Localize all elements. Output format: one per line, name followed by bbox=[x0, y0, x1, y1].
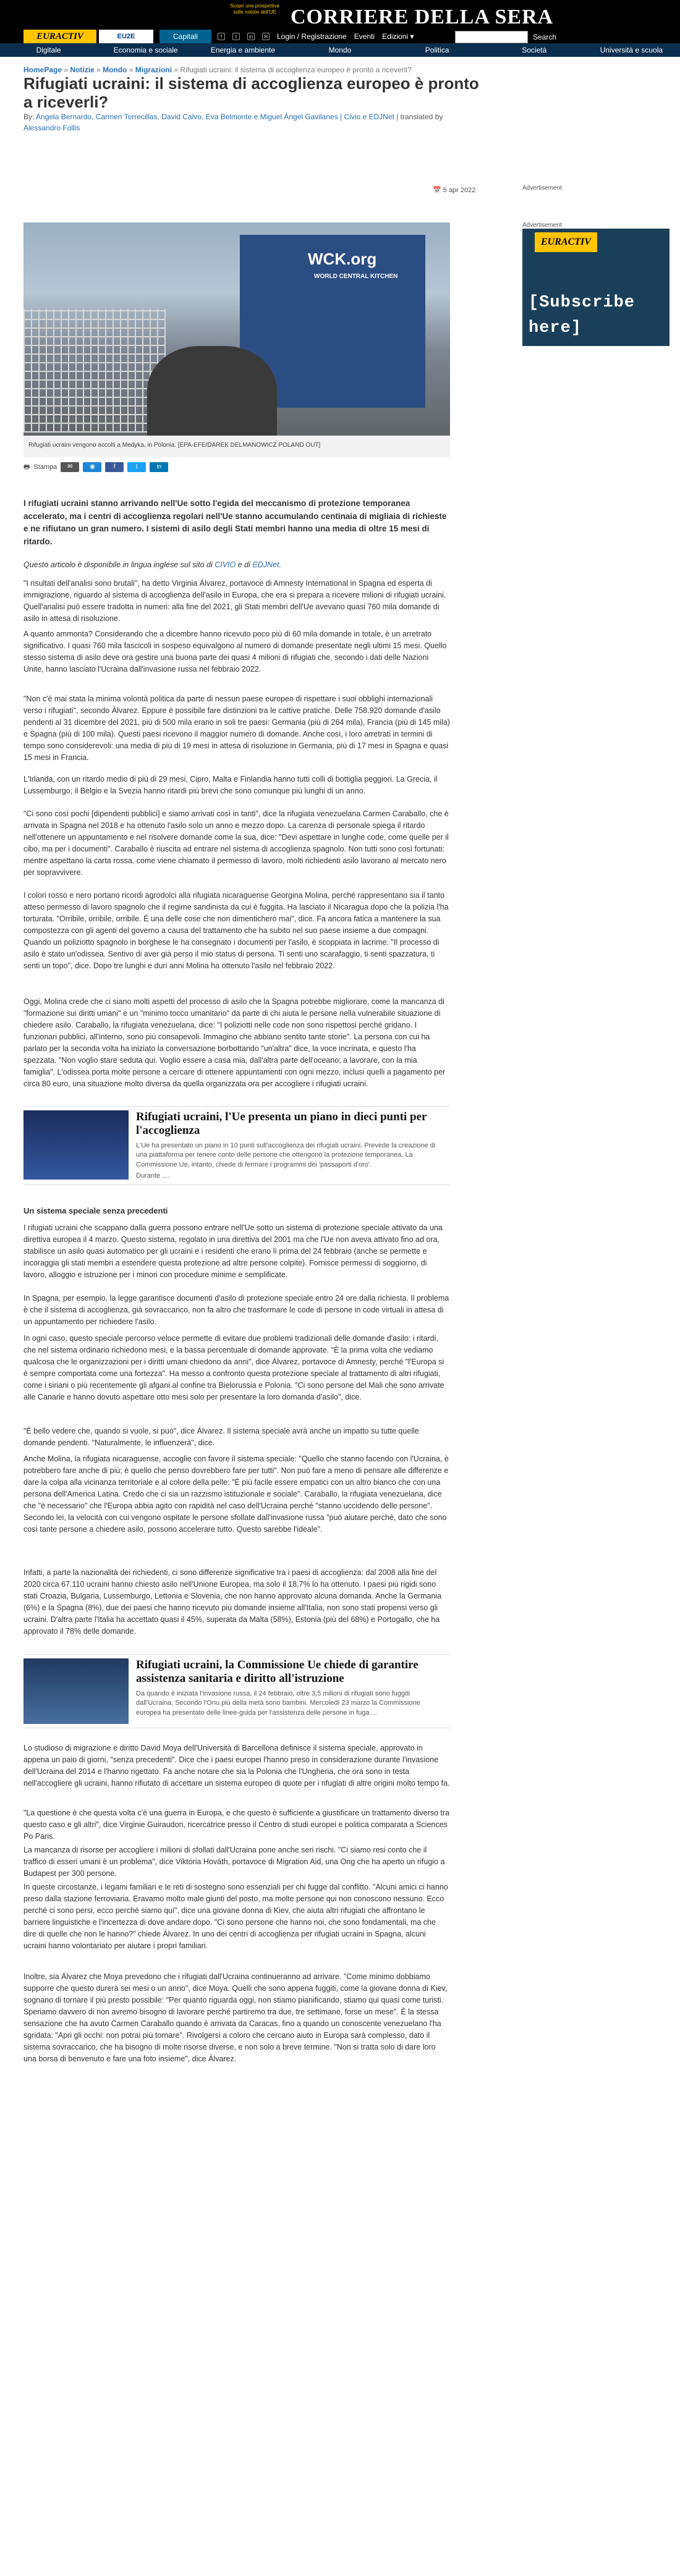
breadcrumb-mondo[interactable]: Mondo bbox=[103, 65, 127, 74]
ad-label-2: Advertisement bbox=[522, 222, 562, 229]
paragraph: A quanto ammonta? Considerando che a dicembre hanno ricevuto poco più di 60 mila domande in totale, è un arretrato significativo. I quasi 760 mila fascicoli in sospeso equivalgono al numero di domande presentate negli ultimi 15 mesi. Quello stesso sistema di asilo deve ora gestire una buona parte dei quasi 4 milioni di rifugiati che, secondo i dati delle Nazioni Unite, hanno lasciato l'Ucraina dall'invasione russa nel febbraio 2022. bbox=[23, 630, 447, 674]
hero-fence bbox=[23, 309, 166, 433]
top-bar bbox=[0, 0, 680, 43]
breadcrumb-current: Rifugiati ucraini: il sistema di accoglienza europeo è pronto a riceverli? bbox=[180, 65, 412, 74]
nav-item-digitale[interactable]: Digitale bbox=[36, 46, 61, 54]
breadcrumb-notizie[interactable]: Notizie bbox=[70, 65, 95, 74]
facebook-share-button[interactable]: f bbox=[105, 462, 124, 472]
paragraph: Lo studioso di migrazione e diritto David Moya dell'Università di Barcellona definisce il sistema speciale, approvato in appena un paio di giorni, "senza precedenti". Dice che i paesi europei l'hanno preso in considerazione durante l'invasione dell'Ucraina del 2014 e l'hanno rigettato. Fa anche notare che sia la Polonia che l'Ungheria, che ora sono in testa nell'accogliere gli ucraini, hanno rifiutato di accettare un sistema europeo di quote per i rifugiati di altre origini molto tempo fa. bbox=[23, 1744, 450, 1788]
email-icon[interactable]: ✉ bbox=[262, 33, 270, 40]
related-summary: Da quando è iniziata l'invasione russa, il 24 febbraio, oltre 3,5 milioni di rifugiati sono fuggiti dall'Ucraina. Secondo l'Onu più della metà sono bambini. Mercoledì 23 marzo la Commissione europea ha presentato delle linee-guida per l'assistenza delle persone in fuga ... bbox=[136, 1690, 420, 1717]
paragraph: Infatti, a parte la nazionalità dei richiedenti, ci sono differenze significative tra i paesi di accoglienza: dal 2008 alla fine del 2020 circa 67.110 ucraini hanno chiesto asilo nell'Unione Europea, ma solo il 18,7% lo ha ottenuto. I paesi più rigidi sono stati Croazia, Bulgaria, Lussemburgo, Lettonia e Slovenia, che non hanno approvato alcuna domanda. Anche la Germania (6%) e la Spagna (8%), due dei paesi che hanno ricevuto più domande insieme all'Italia, non sono stati propensi verso gli ucraini. D'altra parte l'Italia ha accettato quasi il 45%, superata da Malta (58%), Estonia (più del 68%) e Portogallo, che ha approvato il 78% delle domande. bbox=[23, 1568, 442, 1636]
article-date: 📅 5 apr 2022 bbox=[433, 187, 476, 194]
email-share-button[interactable]: ✉ bbox=[61, 462, 79, 472]
translated-by: translated by bbox=[400, 112, 443, 121]
corriere-logo[interactable]: CORRIERE DELLA SERA bbox=[291, 6, 554, 28]
hero-caption: Rifugiati ucraini vengono accolti a Medyka, in Polonia. [EPA-EFE/DAREK DELMANOWICZ POLAND OUT] bbox=[23, 436, 450, 457]
breadcrumb-migrazioni[interactable]: Migrazioni bbox=[135, 65, 172, 74]
capitali-link[interactable]: Capitali bbox=[159, 30, 211, 43]
nav-item-politica[interactable]: Politica bbox=[425, 46, 449, 54]
article-lead: I rifugiati ucraini stanno arrivando nell'Ue sotto l'egida del meccanismo di protezione temporanea accelerato, ma i centri di accoglienza regolari nell'Ue stanno accumulando centinaia di migliaia di richieste e ne rifiutano un gran numero. I sistemi di asilo degli Stati membri hanno una media di oltre 15 mesi di ritardo. bbox=[23, 499, 447, 546]
linkedin-icon[interactable]: in bbox=[247, 33, 255, 40]
nav-item-energia[interactable]: Energia e ambiente bbox=[210, 46, 275, 54]
related-title[interactable]: Rifugiati ucraini, la Commissione Ue chiede di garantire assistenza sanitaria e diritto all'istruzione bbox=[136, 1658, 419, 1685]
paragraph: La mancanza di risorse per accogliere i milioni di sfollati dall'Ucraina pone anche seri rischi. "Ci siamo resi conto che il traffico di esseri umani è un problema", dice Viktória Hováth, portavoce di Migration Aid, una Ong che ha aperto un rifugio a Budapest per 300 persone. bbox=[23, 1846, 445, 1878]
related-thumbnail[interactable] bbox=[23, 1658, 129, 1724]
related-title[interactable]: Rifugiati ucraini, l'Ue presenta un piano in dieci punti per l'accoglienza bbox=[136, 1110, 427, 1137]
article-authors: By: Angela Bernardo, Carmen Torrecillas, David Calvo, Eva Belmonte e Miguel Ángel Gavilanes | Civio e EDJNet | translated by Alessandro Follis bbox=[23, 112, 443, 132]
related-more[interactable]: Durante .... bbox=[136, 1172, 170, 1180]
paragraph: L'Irlanda, con un ritardo medio di più di 29 mesi, Cipro, Malta e Finlandia hanno tutti colli di bottiglia peggiori. La Grecia, il Lussemburgo, il Belgio e la Svezia hanno ritardi più brevi che sono comunque più lunghi di un anno. bbox=[23, 775, 438, 795]
availability-note: Questo articolo è disponibile in lingua inglese sul sito di CIVIO e di EDJNet. bbox=[23, 560, 281, 569]
facebook-icon[interactable]: f bbox=[218, 33, 225, 40]
related-article[interactable] bbox=[23, 1106, 450, 1185]
linkedin-share-button[interactable]: in bbox=[150, 462, 168, 472]
edjnet-link[interactable]: EDJNet bbox=[252, 560, 279, 569]
paragraph: "La questione è che questa volta c'è una guerra in Europa, e che questo è sufficiente a giustificare un trattamento diverso tra questo caso e gli altri", dice Virginie Guiraudon, ricercatrice presso il Centro di studi europei e politica comparata a Sciences Po Paris. bbox=[23, 1809, 449, 1841]
hero-tent-text: WCK.org bbox=[308, 250, 377, 268]
page-title: Rifugiati ucraini: il sistema di accoglienza europeo è pronto a riceverli? bbox=[23, 74, 479, 111]
paragraph: "I risultati dell'analisi sono brutali", ha detto Virginia Álvarez, portavoce di Amnesty International in Spagna ed esperta di immigrazione, riguardo al sistema di accoglienza dell'asilo in Europa, che era si prepara a ricevere milioni di rifugiati ucraini. Quell'analisi può essere tradotta in numeri: alla fine del 2021, gli Stati membri dell'Ue avevano quasi 760 mila domande di asilo in attesa di risoluzione. bbox=[23, 579, 446, 623]
ad-subscribe-text: [Subscribe here] bbox=[529, 293, 635, 337]
breadcrumb-home[interactable]: HomePage bbox=[23, 65, 62, 74]
paragraph: "È bello vedere che, quando si vuole, si può", dice Álvarez. Il sistema speciale avrà anche un impatto su tutte quelle domande pendenti. "Naturalmente, le influenzerà", dice. bbox=[23, 1427, 419, 1447]
nav-item-mondo[interactable]: Mondo bbox=[328, 46, 352, 54]
related-summary: L'Ue ha presentato un piano in 10 punti sull'accoglienza dei rifugiati ucraini. Prevede la creazione di una piattaforma per tenere conto delle persone che ottengono la protezione temporanea. La Commissione Ue, intanto, chiede di fermare i programmi dei 'passaporti d'oro'. bbox=[136, 1142, 436, 1168]
paragraph: In queste circostanze, i legami familiari e le reti di sostegno sono essenziali per chi fugge dal conflitto. "Alcuni amici ci hanno preso dalla stazione ferroviaria. Eravamo molto male giunti del posto, ma molte persone qui non conoscono nessuno. Ecco perché ci sono persi, ecco perché siamo qui", dice una giovane donna di Kiev, che aiuta altri rifugiati che affrontano le barriere linguistiche e l'incertezza di dove andare dopo. "Ci sono persone che hanno noi, che sono fondamentali, ma che dire di quelle che non le hanno?" chiede Álvarez. In uno dei centri di accoglienza per rifugiati ucraini in Spagna, alcuni ucraini hanno volontariato per aiutare i propri familiari. bbox=[23, 1883, 448, 1950]
hero-image bbox=[23, 222, 450, 457]
civio-link[interactable]: CIVIO bbox=[215, 560, 236, 569]
paragraph: Oggi, Molina crede che ci siano molti aspetti del processo di asilo che la Spagna potrebbe migliorare, come la mancanza di "formazione sui diritti umani" e un "minimo tocco umanitario" da parte di chi aiuta le persone nella vulnerabile situazione di chiedere asilo. Caraballo, la rifugiata venezuelana, dice: "I poliziotti nelle code non sono rispettosi perché gridano. I funzionari pubblici, all'interno, sono più consapevoli. Immagino che abbiano sentito tante storie". La persona con cui ha parlato per la seconda volta ha iniziato la conversazione borbottando "un'altra" dice, la voce incrinata, e questo l'ha spezzata. "Non voglio stare seduta qui. Voglio essere a casa mia, dall'altra parte dell'oceano; a lavorare, con la mia famiglia". L'odissea porta molte persone a cercare di ottenere appuntamenti con ogni mezzo, inclusi quelli a pagamento per circa 80 euro, una situazione molto diversa da quella organizzata ora per accogliere i rifugiati ucraini. bbox=[23, 997, 446, 1088]
section-heading: Un sistema speciale senza precedenti bbox=[23, 1206, 168, 1215]
promo-text[interactable]: Scopri una prospettiva sulle notizie dell'UE bbox=[230, 3, 279, 15]
print-icon[interactable]: 🖶 bbox=[23, 463, 30, 471]
related-thumbnail[interactable] bbox=[23, 1110, 129, 1180]
ad-label-1: Advertisement bbox=[522, 185, 562, 192]
nav-item-societa[interactable]: Società bbox=[522, 46, 547, 54]
paragraph: Anche Molina, la rifugiata nicaraguense, accoglie con favore il sistema speciale: "Quello che stanno facendo con l'Ucraina, è potrebbero fare anche di più; è quello che penso dovrebbero fare per tutti". Non può fare a meno di pensare alle differenze e dare la colpa alla vicinanza territoriale e al colore della pelle: "È più facile essere empatici con un altro bianco che con una persona dell'America Latina. Credo che ci sia un razzismo istituzionale e sociale". Caraballo, la rifugiata venezuelana, dice che "è necessario" che l'Europa abbia agito con rapidità nel caso dell'Ucraina perché "stanno uccidendo delle persone". Secondo lei, la velocità con cui vengono ospitate le persone sfollate dall'invasione russa "può aiutare perché, dato che sono così tante persone a chiedere asilo, possono accelerare tutto. Questo sarebbe l'ideale". bbox=[23, 1455, 449, 1534]
messenger-share-button[interactable]: ◉ bbox=[83, 462, 101, 472]
paragraph: I rifugiati ucraini che scappano dalla guerra possono entrare nell'Ue sotto un sistema di protezione speciale attivato da una direttiva europea il 4 marzo. Questo sistema, regolato in una direttiva del 2001 ma che l'Ue non aveva attivato fino ad ora, stabilisce un asilo quasi automatico per gli ucraini e i residenti che erano lì prima del 24 febbraio (anche se permette e incoraggia gli stati membri a estendere questa protezione ad altre persone colpite). Fornisce permessi di soggiorno, di lavoro, alloggio e istruzione per i minori con procedure minime e semplificate. bbox=[23, 1223, 443, 1279]
twitter-icon[interactable]: t bbox=[232, 33, 240, 40]
calendar-icon: 📅 bbox=[433, 187, 441, 194]
paragraph: Inoltre, sia Álvarez che Moya prevedono che i rifugiati dall'Ucraina continueranno ad arrivare. "Come minimo dobbiamo supporre che questo durerà sei mesi o un anno", dice Moya. Quelli che sono appena fuggiti, come la giovane donna di Kiev, sognano di tornare il più presto possibile: "Per quanto riguarda oggi, non stiamo pianificando, stiamo qui quasi come turisti. Speriamo davvero di non avremo bisogno di lavorare perché partiremo tra due, tre settimane, forse un mese". È la stessa sensazione che ha avuto Carmen Caraballo quando è arrivata da Caracas, fino a quando un conoscente venezuelano l'ha sgridata: "Apri gli occhi: non potrai più tornare". Rivolgersi a coloro che cercano aiuto in Europa sarà complesso, dato il sistema sovraccarico, che ha bisogno di molte risorse diverse, e non solo a breve termine. "Non si tratta solo di dare loro una borsa di benvenuto e fare una foto insieme", dice Álvarez. bbox=[23, 1972, 448, 2063]
eventi-link[interactable]: Eventi bbox=[354, 32, 375, 41]
paragraph: In Spagna, per esempio, la legge garantisce documenti d'asilo di protezione speciale entro 24 ore dalla richiesta. Il problema è che il sistema di accoglienza, già sovraccarico, non fa altro che trasformare le code di persone in code virtuali in attesa di un appuntamento per richiedere l'asilo. bbox=[23, 1294, 449, 1326]
breadcrumb: HomePage » Notizie » Mondo » Migrazioni » Rifugiati ucraini: il sistema di accoglienza europeo è pronto a riceverli? bbox=[23, 65, 412, 74]
euractiv-logo[interactable]: EURACTIV bbox=[23, 30, 96, 43]
search-input[interactable] bbox=[455, 31, 528, 43]
subscribe-ad[interactable] bbox=[522, 229, 669, 346]
paragraph: I colori rosso e nero portano ricordi agrodolci alla rifugiata nicaraguense Georgina Molina, perché rappresentano sia il tanto atteso permesso di lavoro spagnolo che il regime sandinista da cui è fuggita. Ha lasciato il Nicaragua dopo che la polizia l'ha torturata. "Orribile, orribile, orribile. È una delle cose che non dimenticherò mai", dice. Fa ancora fatica a mantenere la sua compostezza con gli agenti del governo a causa del trattamento che ha subito nel suo paese insieme a due compagni. Quando un poliziotto spagnolo in borghese le ha consegnato i documenti per l'asilo, è scoppiata in lacrime. "Il processo di asilo è stato un'odissea. Sentivo di aver già perso il mio status di persona. Ti senti uno scarafaggio, ti senti spazzatura, ti senti un topo", dice. Dopo tre lunghi e duri anni Molina ha ottenuto l'asilo nel febbraio 2022. bbox=[23, 891, 449, 970]
eu2e-logo[interactable]: EU2E bbox=[99, 30, 153, 43]
paragraph: In ogni caso, questo speciale percorso veloce permette di evitare due problemi tradizionali delle domande d'asilo: i ritardi, che nel sistema ordinario richiedono mesi, e la bassa percentuale di domande approvate. "È la prima volta che vediamo qualcosa che le organizzazioni per i diritti umani chiedono da anni", dice Álvarez, portavoce di Amnesty, perché "l'Europa si è sempre comportata come una fortezza". Ha messo a confronto questa protezione speciale al trattamento di altri rifugiati, come i siriani o più recentemente gli afgani al confine tra Bielorussia e Polonia. "Ci sono persone del Mali che sono arrivate alle Canarie e hanno dovuto aspettare otto mesi solo per presentare la loro domanda d'asilo", dice. bbox=[23, 1334, 444, 1401]
nav-item-universita[interactable]: Università e scuola bbox=[600, 46, 663, 54]
print-link[interactable]: Stampa bbox=[33, 463, 57, 471]
nav-item-economia[interactable]: Economia e sociale bbox=[113, 46, 178, 54]
ad-brand-logo: EURACTIV bbox=[535, 232, 597, 252]
hero-tent-subtext: WORLD CENTRAL KITCHEN bbox=[314, 273, 398, 280]
main-nav bbox=[0, 43, 680, 57]
author-names[interactable]: Angela Bernardo, Carmen Torrecillas, David Calvo, Eva Belmonte e Miguel Ángel Gavilanes | Civio e EDJNet | bbox=[36, 112, 399, 121]
edizioni-dropdown[interactable]: Edizioni ▾ bbox=[382, 32, 414, 41]
paragraph: "Ci sono così pochi [dipendenti pubblici] e siamo arrivati così in tanti", dice la rifugiata venezuelana Carmen Caraballo, che è arrivata in Spagna nel 2018 e ha ottenuto l'asilo solo un anno e mezzo dopo. La carenza di personale spiega il ritardo nell'ottenere un appuntamento e nel risolvere domande come la sua, dice: "Devi aspettare in lunghe code, come quelle per il cibo, ma per i documenti". Caraballo è riuscita ad entrare nel sistema di accoglienza spagnolo. Non tutti sono così fortunati: mentre aspettano la carta rossa, come viene chiamato il permesso di lavoro, molti richiedenti asilo lavorano al mercato nero per sopravvivere. bbox=[23, 809, 449, 877]
search-button[interactable]: Search bbox=[533, 33, 557, 41]
paragraph: "Non c'è mai stata la minima volontà politica da parte di nessun paese europeo di rispettare i suoi obblighi internazionali verso i rifugiati", secondo Álvarez. Eppure è possibile fare distinzioni tra le cattive pratiche. Delle 758.920 domande d'asilo pendenti al 31 dicembre del 2021, più di 500 mila erano in soli tre paesi: Germania (più di 264 mila), Francia (più di 145 mila) e Spagna (più di 100 mila). Questi paesi ricevono il maggior numero di domande. Anche così, i loro arretrati in termini di tempo sono considerevoli: una media di più di 19 mesi in attesa di risoluzione in Germania, più di 17 mesi in Spagna e quasi 15 mesi in Francia. bbox=[23, 695, 450, 762]
share-row bbox=[23, 462, 168, 473]
related-article[interactable] bbox=[23, 1654, 450, 1728]
translator-name[interactable]: Alessandro Follis bbox=[23, 124, 80, 132]
login-link[interactable]: Login / Registrazione bbox=[277, 32, 347, 41]
twitter-share-button[interactable]: t bbox=[127, 462, 146, 472]
